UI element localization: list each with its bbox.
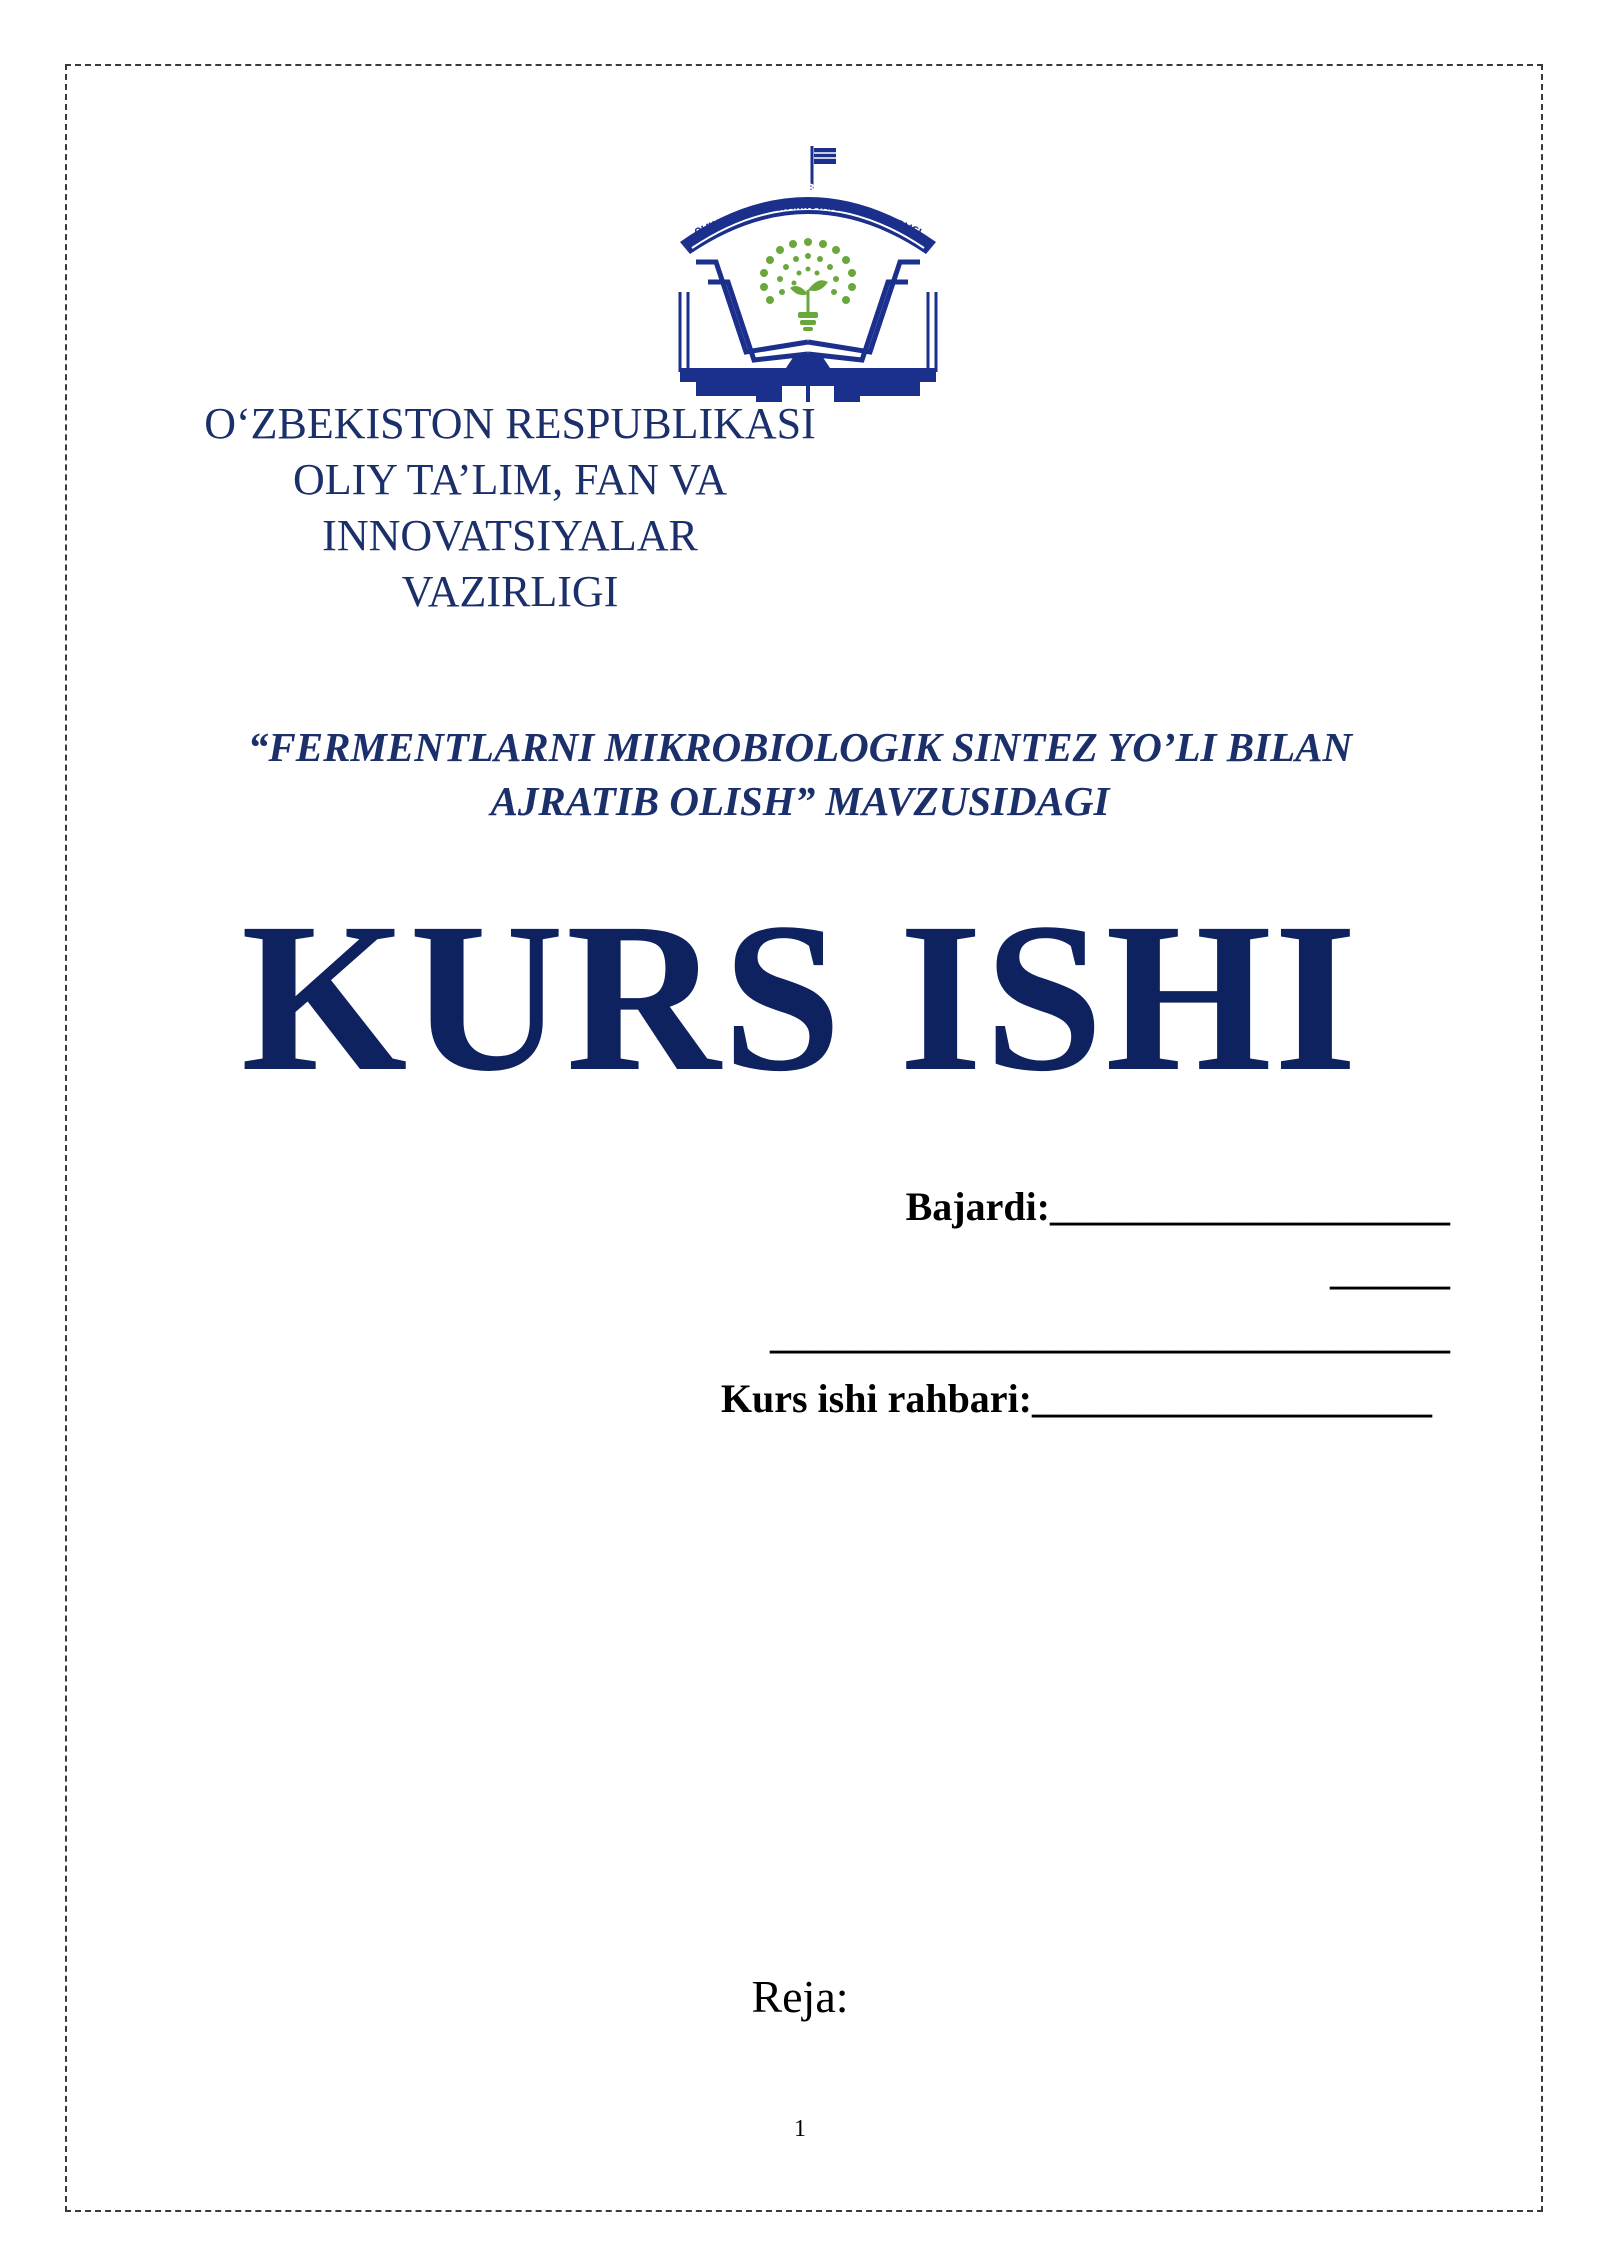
signature-blank-line: __________________________________ (770, 1312, 1450, 1357)
document-title: KURS ISHI (240, 879, 1360, 1116)
ministry-line: OLIY TA’LIM, FAN VA (292, 455, 728, 504)
ministry-line: INNOVATSIYALAR (322, 511, 698, 560)
signature-block (600, 1175, 1450, 1431)
bajardi-line: Bajardi:____________________ (905, 1184, 1450, 1229)
ministry-line: O‘ZBEKISTON RESPUBLIKASI (204, 399, 816, 448)
topic-line-2: AJRATIB OLISH” MAVZUSIDAGI (490, 778, 1110, 824)
logo-arc-text-2: OLIY TA'LIM, FAN VA INNOVATSIYALAR VAZIRLIGI (693, 201, 923, 238)
ministry-logo (676, 142, 940, 402)
signature-blank-line: ______ (1330, 1248, 1450, 1293)
topic-heading (100, 720, 1500, 828)
ministry-name (160, 396, 860, 620)
reja-heading: Reja: (751, 1971, 849, 2022)
kurs-ishi-rahbari-line: Kurs ishi rahbari:____________________ (720, 1376, 1432, 1421)
logo-arc-text-1: O'ZBEKISTON RESPUBLIKASI (726, 182, 890, 209)
ministry-line: VAZIRLIGI (401, 567, 619, 616)
page-number: 1 (794, 2116, 806, 2142)
topic-line-1: “FERMENTLARNI MIKROBIOLOGIK SINTEZ YO’LI BILAN (247, 724, 1353, 770)
